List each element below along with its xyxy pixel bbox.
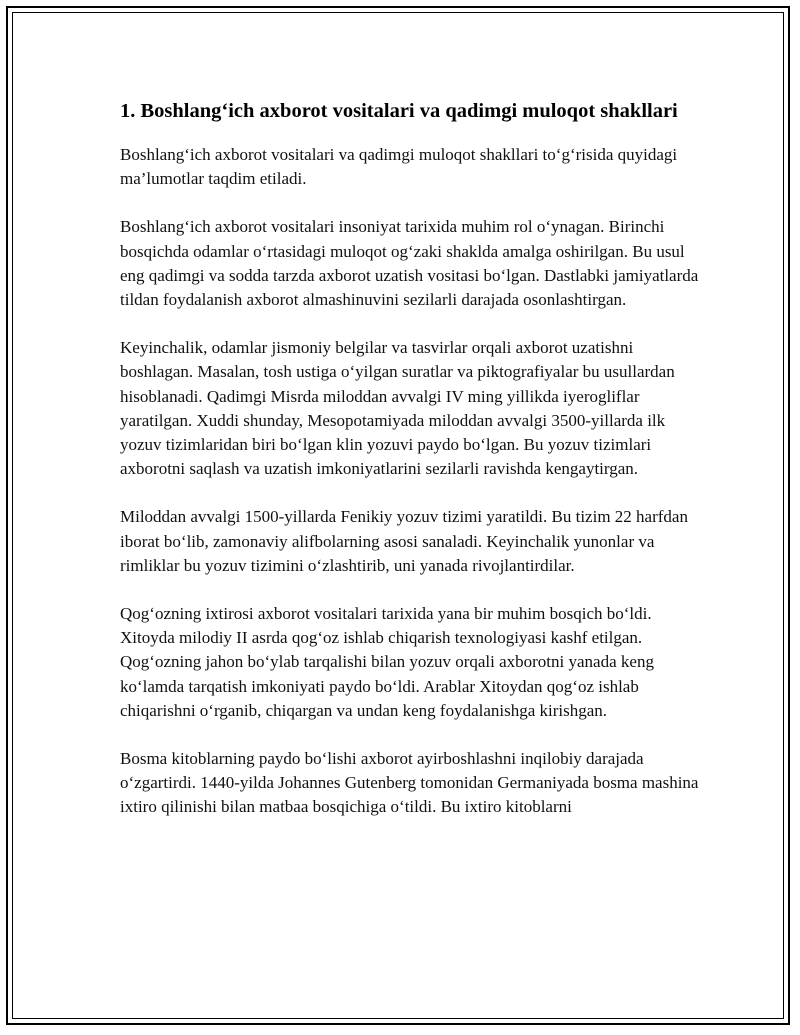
paragraph-4: Miloddan avvalgi 1500-yillarda Fenikiy yozuv tizimi yaratildi. Bu tizim 22 harfdan iborat bo‘lib, zamonaviy alifbolarning asosi sanaladi. Keyinchalik yunonlar va rimliklar bu yozuv tizimini o‘zlashtirib, uni yanada rivojlantirdilar. bbox=[120, 507, 688, 575]
page-border-inner bbox=[12, 12, 784, 1019]
paragraph-1: Boshlang‘ich axborot vositalari va qadimgi muloqot shakllari to‘g‘risida quyidagi ma’lumotlar taqdim etiladi. bbox=[120, 145, 678, 189]
paragraph-6: Bosma kitoblarning paydo bo‘lishi axborot ayirboshlashni inqilobiy darajada o‘zgartirdi. 1440-yilda Johannes Gutenberg tomonidan Germaniyada bosma mashina ixtiro qilinishi bilan matbaa bosqichiga o‘tildi. Bu ixtiro kitoblarni bbox=[120, 749, 699, 817]
paragraph-5: Qog‘ozning ixtirosi axborot vositalari tarixida yana bir muhim bosqich bo‘ldi. Xitoyda milodiy II asrda qog‘oz ishlab chiqarish texnologiyasi kashf etilgan. Qog‘ozning jahon bo‘ylab tarqalishi bilan yozuv orqali axborotni yanada keng ko‘lamda tarqatish imkoniyati paydo bo‘ldi. Arablar Xitoydan qog‘oz ishlab chiqarishni o‘rganib, chiqargan va undan keng foydalanishga kirishgan. bbox=[120, 604, 654, 720]
page-border-outer bbox=[6, 6, 790, 1025]
paragraph-3: Keyinchalik, odamlar jismoniy belgilar va tasvirlar orqali axborot uzatishni boshlagan. Masalan, tosh ustiga o‘yilgan suratlar va piktografiyalar bu usullardan hisoblanadi. Qadimgi Misrda miloddan avvalgi IV ming yillikda iyerogliflar yaratilgan. Xuddi shunday, Mesopotamiyada miloddan avvalgi 3500-yillarda ilk yozuv tizimlaridan biri bo‘lgan klin yozuvi paydo bo‘lgan. Bu yozuv tizimlari axborotni saqlash va uzatish imkoniyatlarini sezilarli ravishda kengaytirgan. bbox=[120, 338, 675, 479]
paragraph-2: Boshlang‘ich axborot vositalari insoniyat tarixida muhim rol o‘ynagan. Birinchi bosqichda odamlar o‘rtasidagi muloqot og‘zaki shaklda amalga oshirilgan. Bu usul eng qadimgi va sodda tarzda axborot uzatish vositasi bo‘lgan. Dastlabki jamiyatlarda tildan foydalanish axborot almashinuvini sezilarli darajada osonlashtirgan. bbox=[120, 217, 699, 310]
document-body bbox=[120, 97, 700, 844]
section-heading: 1. Boshlang‘ich axborot vositalari va qadimgi muloqot shakllari bbox=[120, 100, 678, 122]
